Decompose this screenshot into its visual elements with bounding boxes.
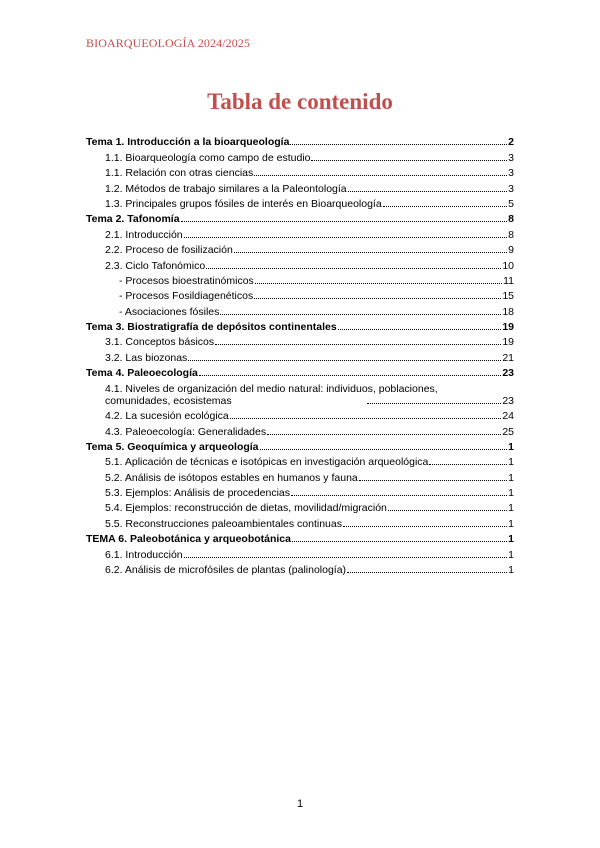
toc-entry[interactable]: [86, 407, 514, 422]
toc-entry-page: 11: [503, 274, 514, 287]
page-number: 1: [296, 798, 304, 810]
toc-entry[interactable]: [86, 453, 514, 468]
toc-entry[interactable]: [86, 225, 514, 240]
dot-leader: [367, 403, 501, 404]
toc-entry-label: 6.1. Introducción: [105, 548, 183, 561]
dot-leader: [206, 268, 501, 269]
dot-leader: [290, 144, 507, 145]
toc-entry-page: 8: [508, 213, 514, 226]
toc-entry-label: 5.1. Aplicación de técnicas e isotópicas en investigación arqueológica: [105, 456, 429, 469]
toc-entry-label: 6.2. Análisis de microfósiles de plantas (palinología): [105, 564, 347, 577]
toc-entry-label: 5.3. Ejemplos: Análisis de procedencias: [105, 487, 291, 500]
dot-leader: [184, 237, 508, 238]
dot-leader: [311, 160, 507, 161]
toc-entry-page: 3: [508, 182, 514, 195]
dot-leader: [254, 175, 507, 176]
dot-leader: [429, 464, 507, 465]
toc-entry-label: Tema 2. Tafonomía: [86, 213, 180, 226]
toc-entry-page: 18: [502, 305, 514, 318]
toc-entry-page: 19: [502, 321, 514, 334]
toc-entry[interactable]: [86, 333, 514, 348]
toc-entry-label: 2.1. Introducción: [105, 228, 183, 241]
table-of-contents: [86, 133, 514, 576]
toc-entry[interactable]: [86, 210, 514, 225]
dot-leader: [199, 375, 501, 376]
toc-entry[interactable]: [86, 545, 514, 560]
dot-leader: [234, 252, 507, 253]
toc-entry[interactable]: [86, 468, 514, 483]
toc-entry-page: 5: [508, 197, 514, 210]
dot-leader: [267, 434, 501, 435]
toc-entry-label: Tema 1. Introducción a la bioarqueología: [86, 136, 290, 149]
toc-entry-label: 2.2. Proceso de fosilización: [105, 244, 233, 257]
toc-entry[interactable]: [86, 133, 514, 148]
dot-leader: [220, 314, 501, 315]
toc-entry-page: 1: [508, 471, 514, 484]
toc-entry[interactable]: [86, 561, 514, 576]
toc-entry[interactable]: [86, 164, 514, 179]
toc-entry[interactable]: [86, 484, 514, 499]
toc-entry-page: 1: [508, 548, 514, 561]
toc-entry-page: 25: [502, 425, 514, 438]
toc-entry-page: 3: [508, 151, 514, 164]
toc-entry-page: 9: [508, 244, 514, 257]
toc-entry-label: 4.3. Paleoecología: Generalidades: [105, 425, 267, 438]
toc-entry[interactable]: [86, 272, 514, 287]
toc-entry-page: 1: [508, 440, 514, 453]
toc-entry-label: Tema 5. Geoquímica y arqueología: [86, 440, 259, 453]
running-header: BIOARQUEOLOGÍA 2024/2025: [86, 36, 251, 50]
toc-entry[interactable]: [86, 287, 514, 302]
toc-entry-label-continued: comunidades, ecosistemas: [105, 394, 232, 407]
toc-entry-label: Tema 3. Biostratigrafía de depósitos continentales: [86, 321, 337, 334]
dot-leader: [260, 449, 508, 450]
toc-entry-page: 1: [508, 564, 514, 577]
toc-entry[interactable]: [86, 302, 514, 317]
toc-entry-label: 1.2. Métodos de trabajo similares a la Paleontología: [105, 182, 347, 195]
toc-entry[interactable]: [86, 179, 514, 194]
toc-heading: Tabla de contenido: [207, 89, 393, 114]
toc-entry-label: 5.2. Análisis de isótopos estables en humanos y fauna: [105, 471, 358, 484]
toc-entry-label: - Asociaciones fósiles: [119, 305, 220, 318]
dot-leader: [348, 191, 508, 192]
toc-entry-label: 1.1. Relación con otras ciencias: [105, 167, 254, 180]
dot-leader: [292, 541, 507, 542]
toc-entry[interactable]: [86, 195, 514, 210]
toc-entry-label: 5.4. Ejemplos: reconstrucción de dietas, movilidad/migración: [105, 502, 387, 515]
toc-entry-page: 23: [502, 367, 514, 380]
toc-entry[interactable]: [86, 422, 514, 437]
toc-entry-page: 2: [508, 136, 514, 149]
dot-leader: [388, 510, 507, 511]
toc-entry-page: 21: [502, 351, 514, 364]
toc-entry-page: 1: [508, 487, 514, 500]
toc-entry-page: 1: [508, 517, 514, 530]
toc-entry-label: 5.5. Reconstrucciones paleoambientales continuas: [105, 517, 342, 530]
dot-leader: [359, 480, 507, 481]
dot-leader: [255, 283, 502, 284]
toc-entry[interactable]: [86, 438, 514, 453]
toc-entry[interactable]: [86, 364, 514, 379]
toc-entry-page: 3: [508, 167, 514, 180]
toc-entry-label: - Procesos Fosildiagenéticos: [119, 290, 254, 303]
dot-leader: [184, 557, 508, 558]
toc-entry[interactable]: [86, 148, 514, 163]
dot-leader: [383, 206, 507, 207]
toc-entry-label: 4.1. Niveles de organización del medio natural: individuos, poblaciones,: [105, 382, 438, 395]
dot-leader: [338, 329, 502, 330]
dot-leader: [181, 221, 508, 222]
dot-leader: [347, 572, 507, 573]
toc-entry-label: 3.2. Las biozonas: [105, 351, 188, 364]
toc-entry[interactable]: [86, 348, 514, 363]
toc-entry-page: 24: [502, 410, 514, 423]
toc-entry-page: 10: [502, 259, 514, 272]
toc-entry-page: 19: [502, 336, 514, 349]
toc-entry[interactable]: [86, 256, 514, 271]
toc-entry-page: 1: [508, 533, 514, 546]
toc-entry-label: 3.1. Conceptos básicos: [105, 336, 215, 349]
dot-leader: [343, 526, 507, 527]
toc-entry[interactable]: [86, 318, 514, 333]
toc-entry-page: 23: [502, 394, 514, 407]
dot-leader: [254, 298, 501, 299]
toc-entry-label: 2.3. Ciclo Tafonómico: [105, 259, 206, 272]
dot-leader: [215, 344, 501, 345]
toc-entry[interactable]: [86, 514, 514, 529]
toc-entry-label: 1.3. Principales grupos fósiles de interés en Bioarqueología: [105, 197, 382, 210]
toc-entry-page: 8: [508, 228, 514, 241]
toc-entry-label: Tema 4. Paleoecología: [86, 367, 198, 380]
dot-leader: [188, 360, 501, 361]
toc-entry-page: 1: [508, 456, 514, 469]
toc-entry[interactable]: [86, 241, 514, 256]
dot-leader: [230, 418, 502, 419]
toc-entry-label: TEMA 6. Paleobotánica y arqueobotánica: [86, 533, 291, 546]
toc-entry[interactable]: [86, 530, 514, 545]
toc-entry-label: - Procesos bioestratinómicos: [119, 274, 254, 287]
toc-entry[interactable]: [86, 379, 514, 407]
toc-entry-label: 4.2. La sucesión ecológica: [105, 410, 229, 423]
toc-entry[interactable]: [86, 499, 514, 514]
dot-leader: [291, 495, 507, 496]
toc-entry-label: 1.1. Bioarqueología como campo de estudio: [105, 151, 311, 164]
toc-entry-page: 1: [508, 502, 514, 515]
toc-entry-page: 15: [502, 290, 514, 303]
